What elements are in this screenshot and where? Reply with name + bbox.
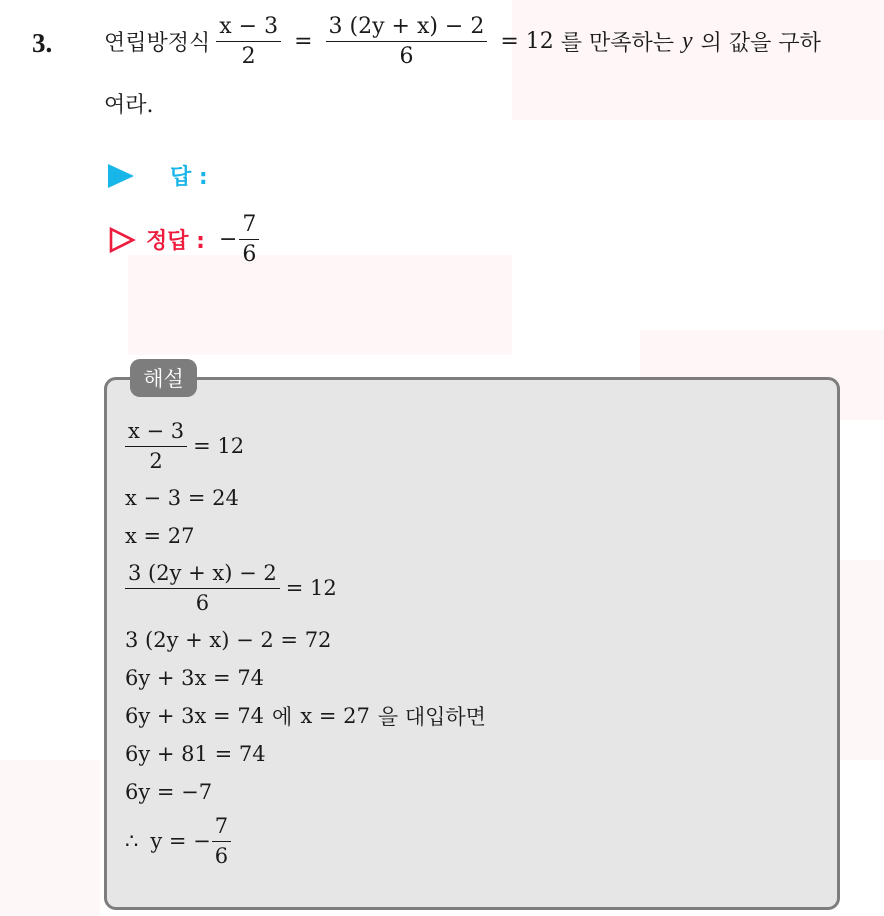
fraction-denominator: 6 — [214, 843, 229, 868]
fraction-denominator: 6 — [399, 44, 414, 70]
problem-text-after: 를 만족하는 — [560, 31, 675, 57]
solution-step: 3 (2y + x) − 2 = 72 — [125, 628, 332, 652]
problem-rhs: = 12 — [500, 29, 554, 55]
step-fraction — [212, 814, 231, 867]
solution-step: 6y = −7 — [125, 780, 213, 804]
problem-text-end: 의 값을 구하 — [700, 31, 821, 57]
problem-statement — [104, 14, 821, 70]
problem-number: 3. — [32, 28, 53, 58]
step-lhs: y = − — [150, 829, 211, 853]
therefore-symbol: ∴ — [125, 829, 139, 853]
fraction-denominator: 2 — [241, 44, 256, 70]
fraction-numerator: 7 — [239, 212, 259, 240]
solution-step — [125, 811, 486, 871]
solution-step: 6y + 3x = 74 — [125, 666, 265, 690]
step-text: 에 — [272, 705, 293, 729]
answer-fraction — [239, 212, 259, 268]
equals-sign: = — [294, 29, 313, 55]
solution-steps — [125, 413, 486, 871]
fraction-numerator: 3 (2y + x) − 2 — [125, 561, 280, 588]
fraction-numerator: 7 — [212, 814, 231, 841]
solution-step: x − 3 = 24 — [125, 486, 239, 510]
correct-answer-row — [108, 212, 265, 268]
problem-fraction-1 — [216, 14, 281, 70]
outline-triangle-icon — [108, 227, 136, 253]
answer-row — [108, 160, 208, 191]
solution-step — [125, 413, 486, 479]
solution-tab: 해설 — [130, 359, 197, 397]
correct-answer-label: 정답 : — [146, 229, 205, 255]
solution-step — [125, 555, 486, 621]
solution-step: x = 27 — [125, 524, 195, 548]
step-rhs: = 12 — [193, 434, 245, 458]
fraction-denominator: 2 — [149, 448, 163, 473]
problem-intro: 연립방정식 — [104, 31, 211, 57]
solution-step — [125, 697, 486, 735]
background-decoration — [128, 255, 512, 355]
step-fraction — [125, 561, 280, 614]
problem-statement-line2: 여라. — [104, 93, 154, 118]
fraction-numerator: x − 3 — [216, 14, 281, 42]
fraction-numerator: 3 (2y + x) − 2 — [326, 14, 488, 42]
background-decoration — [840, 560, 884, 760]
step-substitution: x = 27 — [300, 704, 370, 728]
problem-fraction-2 — [326, 14, 488, 70]
step-fraction — [125, 419, 187, 472]
fraction-denominator: 6 — [195, 590, 210, 615]
fraction-numerator: x − 3 — [125, 419, 187, 446]
correct-answer-value — [219, 212, 265, 268]
fraction-denominator: 6 — [242, 242, 257, 268]
play-triangle-icon — [108, 164, 134, 188]
answer-sign: − — [218, 227, 238, 253]
problem-variable: y — [682, 28, 693, 55]
step-rhs: = 12 — [285, 576, 337, 600]
step-text: 을 대입하면 — [377, 705, 486, 729]
answer-label: 답 : — [170, 165, 208, 190]
background-decoration — [0, 760, 100, 916]
step-equation: 6y + 3x = 74 — [125, 704, 265, 728]
solution-step: 6y + 81 = 74 — [125, 742, 266, 766]
